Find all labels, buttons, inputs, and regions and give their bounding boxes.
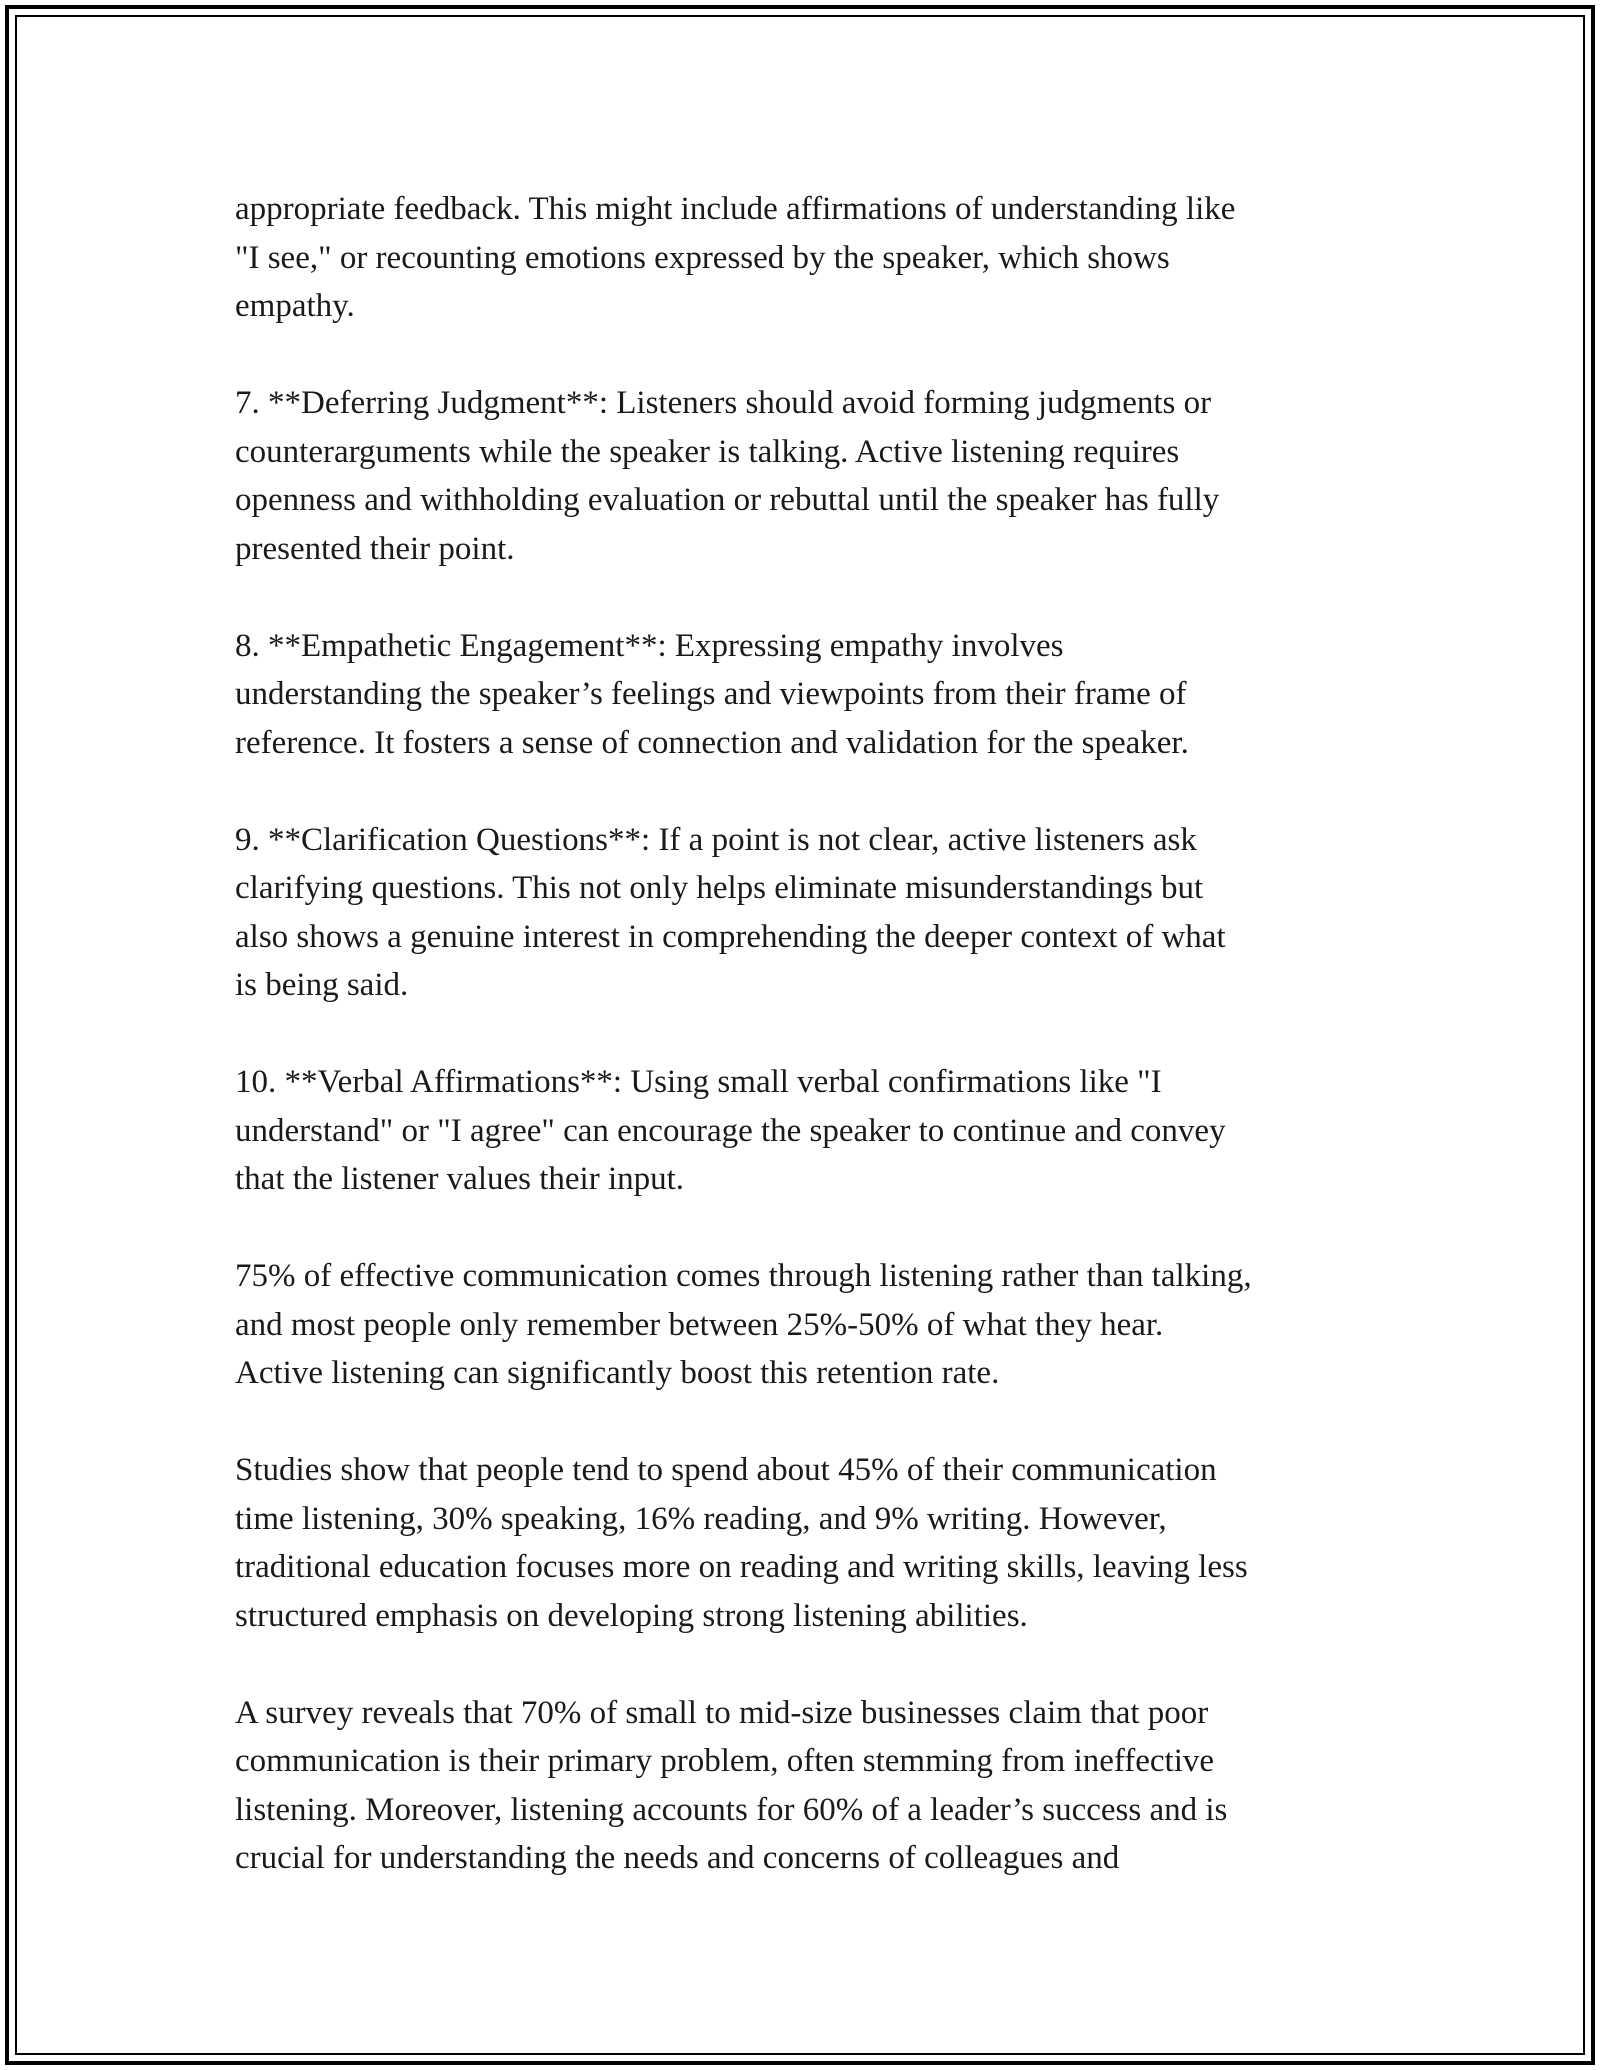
- paragraph-clarification-questions: 9. **Clarification Questions**: If a point is not clear, active listeners ask clarifying questions. This not only helps eliminate misunderstandings but also shows a genuine interest in comprehending the deeper context of what is being said.: [235, 821, 1226, 1003]
- paragraph-verbal-affirmations: 10. **Verbal Affirmations**: Using small verbal confirmations like "I understand" or "I agree" can encourage the speaker to continue and convey that the listener values their input.: [235, 1064, 1226, 1197]
- paragraph-time-studies: Studies show that people tend to spend about 45% of their communication time listening, 30% speaking, 16% reading, and 9% writing. However, traditional education focuses more on reading and writing skills, leaving less structured emphasis on developing strong listening abilities.: [235, 1452, 1248, 1634]
- paragraph-empathetic-engagement: 8. **Empathetic Engagement**: Expressing empathy involves understanding the speaker’s feelings and viewpoints from their frame of reference. It fosters a sense of connection and validation for the speaker.: [235, 627, 1189, 761]
- paragraph-feedback-continuation: appropriate feedback. This might include affirmations of understanding like "I see," or recounting emotions expressed by the speaker, which shows empathy.: [235, 191, 1236, 324]
- paragraph-communication-statistics: 75% of effective communication comes through listening rather than talking, and most people only remember between 25%-50% of what they hear. Active listening can significantly boost this retention rate.: [235, 1258, 1252, 1391]
- paragraph-deferring-judgment: 7. **Deferring Judgment**: Listeners should avoid forming judgments or counterarguments while the speaker is talking. Active listening requires openness and withholding evaluation or rebuttal until the speaker has fully presented their point.: [235, 385, 1220, 567]
- paragraph-business-survey: A survey reveals that 70% of small to mid-size businesses claim that poor communication is their primary problem, often stemming from ineffective listening. Moreover, listening accounts for 60% of a leader’s success and is crucial for understanding the needs and concerns of colleagues and: [235, 1694, 1228, 1876]
- document-body: [235, 185, 1375, 1931]
